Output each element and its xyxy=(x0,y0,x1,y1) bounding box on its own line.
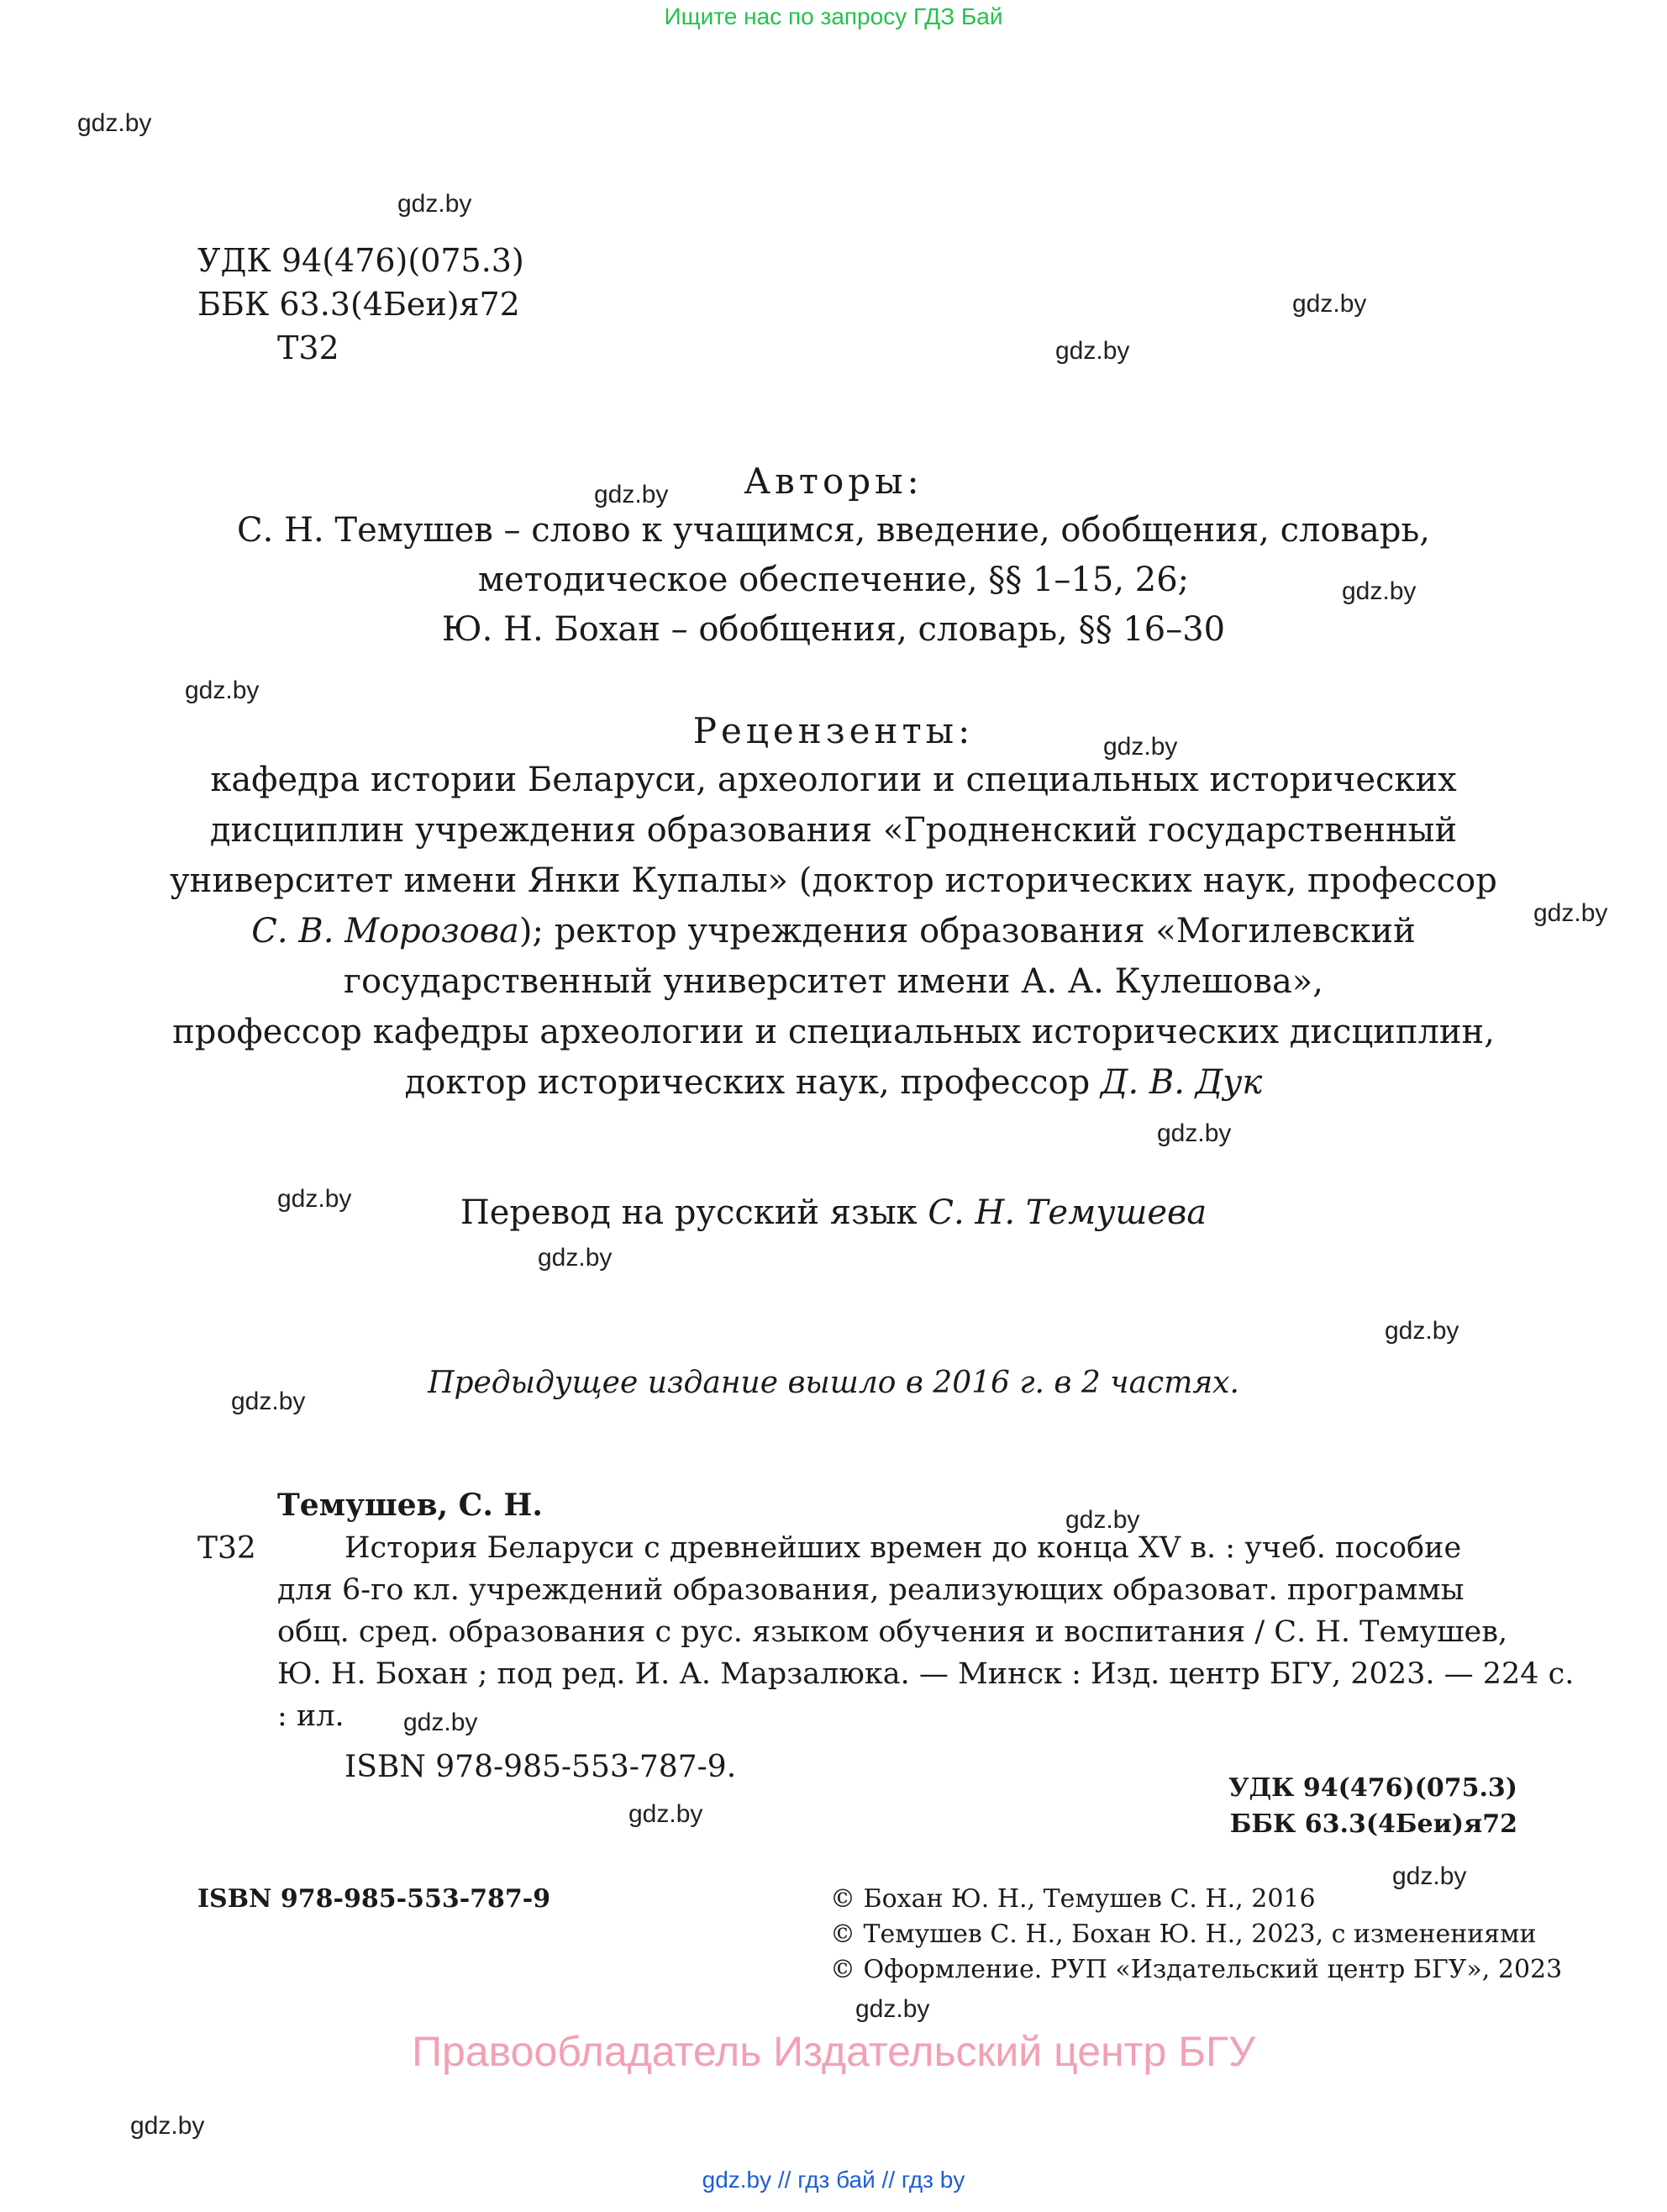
catalog-line-3: общ. сред. образования с рус. языком обучения и воспитания / С. Н. Темушев, xyxy=(277,1615,1508,1649)
reviewer-name-morozova: С. В. Морозова xyxy=(251,912,519,951)
watermark: gdz.by xyxy=(1157,1119,1232,1147)
top-banner[interactable]: Ищите нас по запросу ГДЗ Бай xyxy=(664,3,1003,29)
translation-note xyxy=(0,1193,1667,1232)
watermark: gdz.by xyxy=(1103,733,1178,761)
bottom-links[interactable]: gdz.by // гдз бай // гдз by xyxy=(702,2167,965,2193)
copyright-line-2: © Темушев С. Н., Бохан Ю. Н., 2023, с изменениями xyxy=(830,1920,1537,1949)
watermark: gdz.by xyxy=(855,1995,930,2023)
watermark: gdz.by xyxy=(1055,337,1130,365)
reviewers-heading: Рецензенты: xyxy=(692,710,975,751)
copyright-line-3: © Оформление. РУП «Издательский центр БГУ», 2023 xyxy=(830,1955,1563,1984)
reviewers-line-4 xyxy=(0,912,1667,951)
catalog-udk: УДК 94(476)(075.3) xyxy=(1228,1773,1517,1803)
reviewers-line-3: университет имени Янки Купалы» (доктор исторических наук, профессор xyxy=(170,861,1497,900)
translator-name: С. Н. Темушева xyxy=(928,1193,1207,1232)
catalog-line-5: : ил. xyxy=(277,1699,344,1733)
catalog-line-1: История Беларуси с древнейших времен до конца XV в. : учеб. пособие xyxy=(344,1531,1462,1565)
watermark: gdz.by xyxy=(397,190,472,218)
translation-text: Перевод на русский язык xyxy=(460,1193,928,1232)
catalog-line-4: Ю. Н. Бохан ; под ред. И. А. Марзалюка. — Минск : Изд. центр БГУ, 2023. — 224 с. xyxy=(277,1657,1575,1691)
watermark: gdz.by xyxy=(1292,290,1367,318)
reviewers-line-4-text: ); ректор учреждения образования «Могилевский xyxy=(518,912,1416,951)
catalog-bbk: ББК 63.3(4Беи)я72 xyxy=(1229,1809,1517,1839)
watermark: gdz.by xyxy=(403,1709,478,1736)
author-mark: Т32 xyxy=(277,329,339,366)
catalog-isbn: ISBN 978-985-553-787-9. xyxy=(344,1750,737,1784)
watermark: gdz.by xyxy=(1065,1506,1140,1534)
copyright-line-1: © Бохан Ю. Н., Темушев С. Н., 2016 xyxy=(830,1884,1316,1914)
reviewers-line-1: кафедра истории Беларуси, археологии и специальных исторических xyxy=(210,761,1457,799)
catalog-author: Темушев, С. Н. xyxy=(277,1488,543,1523)
watermark: gdz.by xyxy=(538,1244,613,1272)
reviewers-line-5: государственный университет имени А. А. Кулешова», xyxy=(344,962,1323,1001)
watermark: gdz.by xyxy=(185,677,260,704)
authors-line-1: С. Н. Темушев – слово к учащимся, введение, обобщения, словарь, xyxy=(237,511,1430,550)
authors-line-2: методическое обеспечение, §§ 1–15, 26; xyxy=(477,561,1190,599)
watermark: gdz.by xyxy=(1342,577,1417,605)
rights-owner-stamp: Правообладатель Издательский центр БГУ xyxy=(412,2028,1255,2075)
authors-line-3: Ю. Н. Бохан – обобщения, словарь, §§ 16–30 xyxy=(441,610,1226,649)
udk-code: УДК 94(476)(075.3) xyxy=(197,242,524,279)
catalog-mark: Т32 xyxy=(197,1531,256,1566)
watermark: gdz.by xyxy=(1385,1317,1459,1345)
watermark: gdz.by xyxy=(594,481,669,508)
authors-heading: Авторы: xyxy=(744,461,923,502)
reviewers-line-7-text: доктор исторических наук, профессор xyxy=(404,1063,1101,1102)
watermark: gdz.by xyxy=(1392,1862,1467,1890)
reviewers-line-2: дисциплин учреждения образования «Гродненский государственный xyxy=(209,811,1458,850)
reviewer-name-duk: Д. В. Дук xyxy=(1100,1063,1263,1102)
watermark: gdz.by xyxy=(231,1388,306,1415)
watermark: gdz.by xyxy=(130,2112,205,2140)
catalog-line-2: для 6-го кл. учреждений образования, реализующих образоват. программы xyxy=(277,1573,1465,1607)
bbk-code: ББК 63.3(4Беи)я72 xyxy=(197,286,520,323)
reviewers-line-7 xyxy=(0,1063,1667,1102)
watermark: gdz.by xyxy=(77,109,152,137)
watermark: gdz.by xyxy=(277,1185,352,1213)
watermark: gdz.by xyxy=(628,1800,703,1828)
previous-edition-note: Предыдущее издание вышло в 2016 г. в 2 частях. xyxy=(428,1366,1239,1400)
reviewers-line-6: профессор кафедры археологии и специальных исторических дисциплин, xyxy=(172,1013,1495,1051)
watermark: gdz.by xyxy=(1533,899,1608,927)
footer-isbn: ISBN 978-985-553-787-9 xyxy=(197,1884,551,1914)
